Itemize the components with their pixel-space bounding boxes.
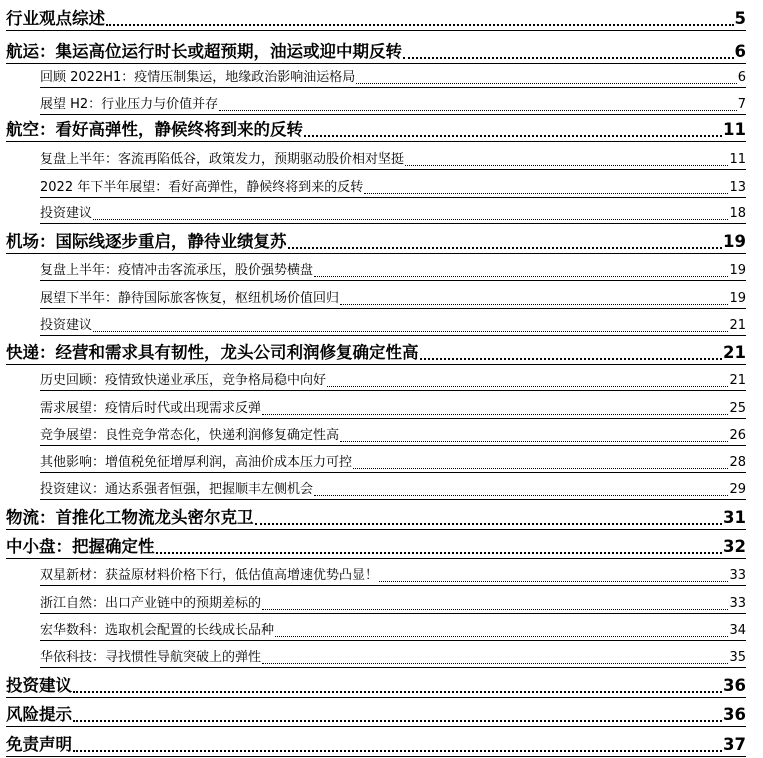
toc-section-entry[interactable]: [6, 116, 746, 142]
toc-subsection-entry[interactable]: [40, 449, 746, 473]
toc-entry-title: 投资建议: [40, 206, 93, 222]
dot-leader: [340, 441, 728, 442]
toc-page-number: 6: [737, 70, 746, 86]
toc-page-number: 26: [729, 428, 746, 444]
toc-subsection-entry[interactable]: [40, 200, 746, 224]
toc-page-number: 19: [729, 263, 746, 279]
toc-entry-title: 展望 H2：行业压力与价值并存: [40, 97, 219, 113]
toc-entry-title: 双星新材：获益原材料价格下行，低估值高增速优势凸显！: [40, 568, 379, 584]
toc-page-number: 29: [729, 482, 746, 498]
dot-leader: [262, 609, 728, 610]
toc-entry-title: 免责声明: [6, 735, 72, 755]
toc-section-entry[interactable]: [6, 38, 746, 64]
toc-subsection-entry[interactable]: [40, 285, 746, 309]
toc-page-number: 18: [729, 206, 746, 222]
toc-page-number: 7: [737, 97, 746, 113]
dot-leader: [314, 276, 728, 277]
toc-page-number: 34: [729, 623, 746, 639]
toc-section-entry[interactable]: [6, 504, 746, 530]
toc-section-entry[interactable]: [6, 5, 746, 31]
toc-page-number: 19: [723, 232, 746, 252]
dot-leader: [356, 83, 736, 84]
toc-page-number: 6: [734, 42, 746, 62]
toc-subsection-entry[interactable]: [40, 644, 746, 668]
toc-entry-title: 行业观点综述: [6, 9, 105, 29]
dot-leader: [93, 219, 728, 220]
toc-entry-title: 航运：集运高位运行时长或超预期，油运或迎中期反转: [6, 42, 402, 62]
dot-leader: [219, 110, 737, 111]
toc-page-number: 33: [729, 596, 746, 612]
dot-leader: [106, 24, 734, 26]
toc-subsection-entry[interactable]: [40, 91, 746, 115]
toc-entry-title: 竞争展望：良性竞争常态化，快递利润修复确定性高: [40, 428, 340, 444]
toc-page-number: 21: [729, 373, 746, 389]
toc-subsection-entry[interactable]: [40, 367, 746, 391]
toc-entry-title: 历史回顾：疫情致快递业承压，竞争格局稳中向好: [40, 373, 327, 389]
toc-page-number: 36: [723, 705, 746, 725]
dot-leader: [262, 663, 728, 664]
toc-entry-title: 2022 年下半年展望：看好高弹性，静候终将到来的反转: [40, 180, 364, 196]
dot-leader: [304, 135, 722, 137]
toc-page-number: 32: [723, 537, 746, 557]
dot-leader: [353, 468, 728, 469]
toc-page-number: 31: [723, 508, 746, 528]
toc-page-number: 11: [729, 152, 746, 168]
toc-subsection-entry[interactable]: [40, 312, 746, 336]
toc-section-entry[interactable]: [6, 672, 746, 698]
toc-entry-title: 需求展望：疫情后时代或出现需求反弹: [40, 401, 262, 417]
toc-entry-title: 投资建议: [6, 676, 72, 696]
toc-subsection-entry[interactable]: [40, 422, 746, 446]
toc-entry-title: 航空：看好高弹性，静候终将到来的反转: [6, 120, 303, 140]
dot-leader: [73, 720, 722, 722]
dot-leader: [403, 57, 734, 59]
toc-entry-title: 回顾 2022H1：疫情压制集运，地缘政治影响油运格局: [40, 70, 356, 86]
toc-subsection-entry[interactable]: [40, 395, 746, 419]
toc-section-entry[interactable]: [6, 228, 746, 254]
dot-leader: [379, 581, 728, 582]
toc-page-number: 19: [729, 291, 746, 307]
dot-leader: [314, 495, 728, 496]
dot-leader: [275, 636, 728, 637]
toc-subsection-entry[interactable]: [40, 476, 746, 500]
dot-leader: [405, 165, 728, 166]
toc-subsection-entry[interactable]: [40, 562, 746, 586]
toc-entry-title: 宏华数科：选取机会配置的长线成长品种: [40, 623, 275, 639]
toc-section-entry[interactable]: [6, 339, 746, 365]
toc-page-number: 37: [723, 735, 746, 755]
toc-section-entry[interactable]: [6, 731, 746, 757]
toc-page-number: 25: [729, 401, 746, 417]
toc-entry-title: 中小盘：把握确定性: [6, 537, 155, 557]
toc-entry-title: 复盘上半年：客流再陷低谷，政策发力，预期驱动股价相对坚挺: [40, 152, 405, 168]
dot-leader: [327, 386, 728, 387]
toc-entry-title: 展望下半年：静待国际旅客恢复，枢纽机场价值回归: [40, 291, 340, 307]
dot-leader: [73, 750, 722, 752]
toc-subsection-entry[interactable]: [40, 64, 746, 88]
toc-section-entry[interactable]: [6, 533, 746, 559]
toc-entry-title: 复盘上半年：疫情冲击客流承压，股价强势横盘: [40, 263, 314, 279]
toc-entry-title: 物流：首推化工物流龙头密尔克卫: [6, 508, 254, 528]
toc-subsection-entry[interactable]: [40, 174, 746, 198]
toc-entry-title: 快递：经营和需求具有韧性，龙头公司利润修复确定性高: [6, 343, 419, 363]
dot-leader: [255, 523, 723, 525]
dot-leader: [93, 331, 728, 332]
toc-subsection-entry[interactable]: [40, 146, 746, 170]
toc-page-number: 21: [729, 318, 746, 334]
toc-entry-title: 投资建议：通达系强者恒强，把握顺丰左侧机会: [40, 482, 314, 498]
toc-page-number: 36: [723, 676, 746, 696]
toc-subsection-entry[interactable]: [40, 590, 746, 614]
dot-leader: [364, 193, 728, 194]
toc-subsection-entry[interactable]: [40, 257, 746, 281]
toc-section-entry[interactable]: [6, 701, 746, 727]
toc-entry-title: 浙江自然：出口产业链中的预期差标的: [40, 596, 262, 612]
dot-leader: [420, 358, 723, 360]
toc-page-number: 35: [729, 650, 746, 666]
dot-leader: [340, 304, 728, 305]
toc-page-number: 11: [723, 120, 746, 140]
toc-entry-title: 风险提示: [6, 705, 72, 725]
dot-leader: [156, 552, 723, 554]
dot-leader: [288, 247, 723, 249]
toc-page-number: 28: [729, 455, 746, 471]
toc-page-number: 33: [729, 568, 746, 584]
dot-leader: [262, 414, 728, 415]
toc-entry-title: 投资建议: [40, 318, 93, 334]
toc-subsection-entry[interactable]: [40, 617, 746, 641]
toc-entry-title: 机场：国际线逐步重启，静待业绩复苏: [6, 232, 287, 252]
toc-entry-title: 其他影响：增值税免征增厚利润，高油价成本压力可控: [40, 455, 353, 471]
toc-entry-title: 华依科技：寻找惯性导航突破上的弹性: [40, 650, 262, 666]
toc-page-number: 21: [723, 343, 746, 363]
toc-page-number: 13: [729, 180, 746, 196]
dot-leader: [73, 691, 722, 693]
toc-page-number: 5: [734, 9, 746, 29]
